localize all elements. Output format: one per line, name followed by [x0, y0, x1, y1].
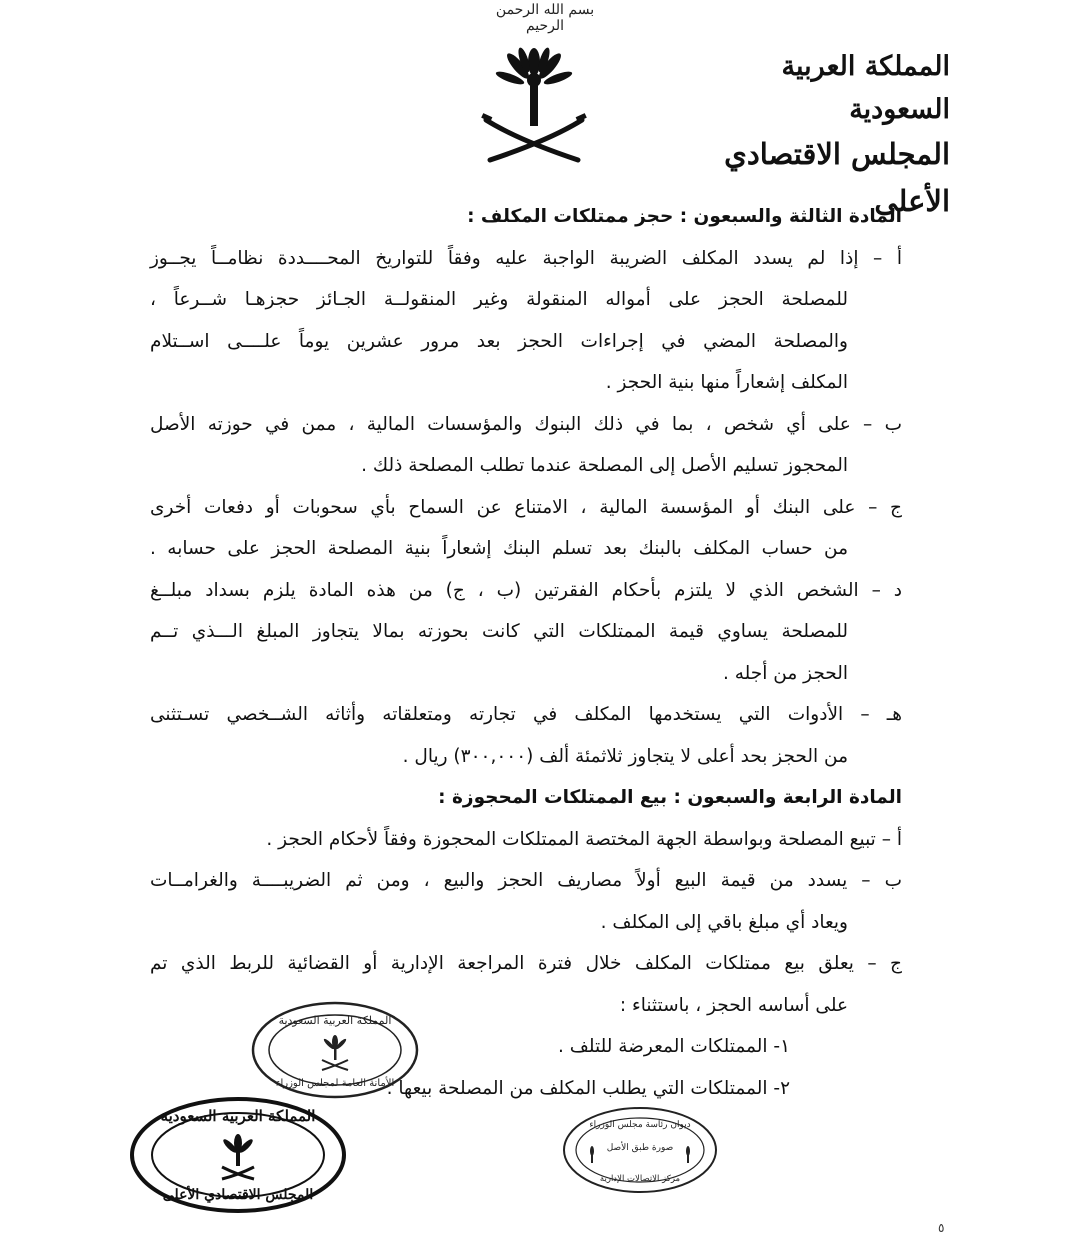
article-73-b-line: ب – على أي شخص ، بما في ذلك البنوك والمؤسسات المالية ، ممن في حوزته الأصل — [150, 413, 902, 435]
stamp-text: المجلس الاقتصادي الأعلى — [162, 1187, 314, 1203]
stamp-text: صورة طبق الأصل — [606, 1143, 674, 1153]
article-73-c-line: من حساب المكلف بالبنك بعد تسلم البنك إشعاراً بنية المصلحة الحجز على حسابه . — [150, 538, 848, 559]
stamp-text: الأمانة العامة لمجلس الوزراء — [275, 1078, 395, 1089]
article-73-title: المادة الثالثة والسبعون : حجز ممتلكات المكلف : — [467, 206, 902, 227]
stamp-text: المملكة العربية السعودية — [160, 1107, 316, 1125]
article-73-a-line: أ – إذا لم يسدد المكلف الضريبة الواجبة عليه وفقاً للتواريخ المحــــددة نظامــاً يجــوز — [150, 247, 902, 269]
stamp-emblem-icon — [222, 1134, 255, 1179]
stamp-text: ديوان رئاسة مجلس الوزراء — [589, 1120, 691, 1130]
letterhead-council: المجلس الاقتصادي الأعلى — [724, 137, 950, 218]
stamp-text: مركز الاتصالات الإدارية — [599, 1174, 681, 1184]
article-73-c-line: ج – على البنك أو المؤسسة المالية ، الامتناع عن السماح بأي سحوبات أو دفعات أخرى — [150, 496, 902, 518]
stamp-emblem-icon — [322, 1035, 348, 1070]
article-74-c-line: ج – يعلق بيع ممتلكات المكلف خلال فترة المراجعة الإدارية أو القضائية للربط الذي تم — [150, 953, 902, 974]
article-74-exception-item: ٢- الممتلكات التي يطلب المكلف من المصلحة بيعها . — [386, 1077, 790, 1099]
article-73-a-line: المكلف إشعاراً منها بنية الحجز . — [605, 372, 848, 393]
council-stamp — [128, 1095, 348, 1219]
article-74-a-line: أ – تبيع المصلحة وبواسطة الجهة المختصة الممتلكات المحجوزة وفقاً لأحكام الحجز . — [266, 828, 902, 850]
article-74-b-line: ويعاد أي مبلغ باقي إلى المكلف . — [600, 911, 848, 933]
article-74-exception-item: ١- الممتلكات المعرضة للتلف . — [557, 1036, 790, 1057]
bismillah: بسم الله الرحمن الرحيم — [495, 2, 595, 34]
article-73-d-line: للمصلحة يساوي قيمة الممتلكات التي كانت بحوزته بمالا يتجاوز المبلغ الـــذي تــم — [150, 621, 848, 642]
article-73-d-line: الحجز من أجله . — [722, 662, 848, 684]
article-73-d-line: د – الشخص الذي لا يلتزم بأحكام الفقرتين (ب ، ج) من هذه المادة يلزم بسداد مبلــغ — [150, 579, 902, 601]
letterhead-kingdom: المملكة العربية السعودية — [781, 51, 950, 126]
article-73-e-line: من الحجز بحد أعلى لا يتجاوز ثلاثمئة ألف (٣٠٠,٠٠٠) ريال . — [402, 745, 848, 767]
article-73-a-line: للمصلحة الحجز على أمواله المنقولة وغير المنقولــة الجـائز حجزهـا شــرعاً ، — [150, 289, 848, 310]
page-number: ٥ — [938, 1221, 945, 1235]
document-body — [150, 196, 902, 1109]
article-73-b-line: المحجوز تسليم الأصل إلى المصلحة عندما تطلب المصلحة ذلك . — [361, 455, 848, 476]
saudi-emblem-icon — [478, 42, 590, 172]
certified-copy-stamp — [560, 1105, 720, 1199]
article-74-c-line: على أساسه الحجز ، باستثناء : — [619, 994, 848, 1016]
article-74-title: المادة الرابعة والسبعون : بيع الممتلكات المحجوزة : — [438, 787, 902, 808]
article-73-e-line: هـ – الأدوات التي يستخدمها المكلف في تجارته ومتعلقاته وأثاثه الشــخصي تسـتثنى — [150, 704, 902, 725]
stamp-text: المملكة العربية السعودية — [278, 1014, 392, 1027]
article-73-a-line: والمصلحة المضي في إجراءات الحجز بعد مرور عشرين يوماً علــــى اســتلام — [150, 330, 848, 352]
article-74-b-line: ب – يسدد من قيمة البيع أولاً مصاريف الحجز والبيع ، ومن ثم الضريبــــة والغرامــات — [150, 870, 902, 891]
secretariat-stamp — [250, 1000, 420, 1104]
